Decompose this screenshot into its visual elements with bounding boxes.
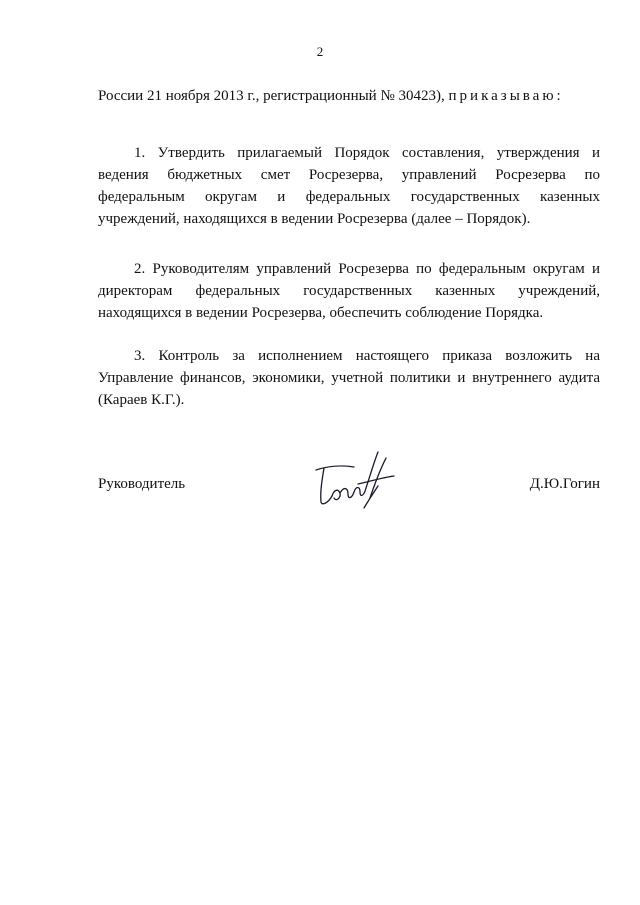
signatory-name: Д.Ю.Гогин bbox=[529, 476, 600, 492]
page-number: 2 bbox=[316, 44, 324, 59]
intro-text: России 21 ноября 2013 г., регистрационный № 30423), bbox=[98, 88, 449, 104]
intro-line bbox=[98, 85, 600, 107]
paragraph-2: 2. Руководителям управлений Росрезерва по федеральным округам и директорам федеральных государственных казенных учреждений, находящихся в ведении Росрезерва, обеспечить соблюдение Порядка. bbox=[98, 261, 600, 321]
paragraph-1: 1. Утвердить прилагаемый Порядок составления, утверждения и ведения бюджетных смет Росрезерва, управлений Росрезерва по федеральным округам и федеральных государственных казенных учреждений, находящихся в ведении Росрезерва (далее – Порядок). bbox=[98, 145, 600, 227]
handwritten-signature-icon bbox=[308, 448, 400, 514]
intro-spaced-word: приказываю: bbox=[448, 88, 564, 104]
signatory-title: Руководитель bbox=[98, 476, 186, 492]
paragraph-3: 3. Контроль за исполнением настоящего приказа возложить на Управление финансов, экономики, учетной политики и внутреннего аудита (Караев К.Г.). bbox=[98, 348, 600, 408]
